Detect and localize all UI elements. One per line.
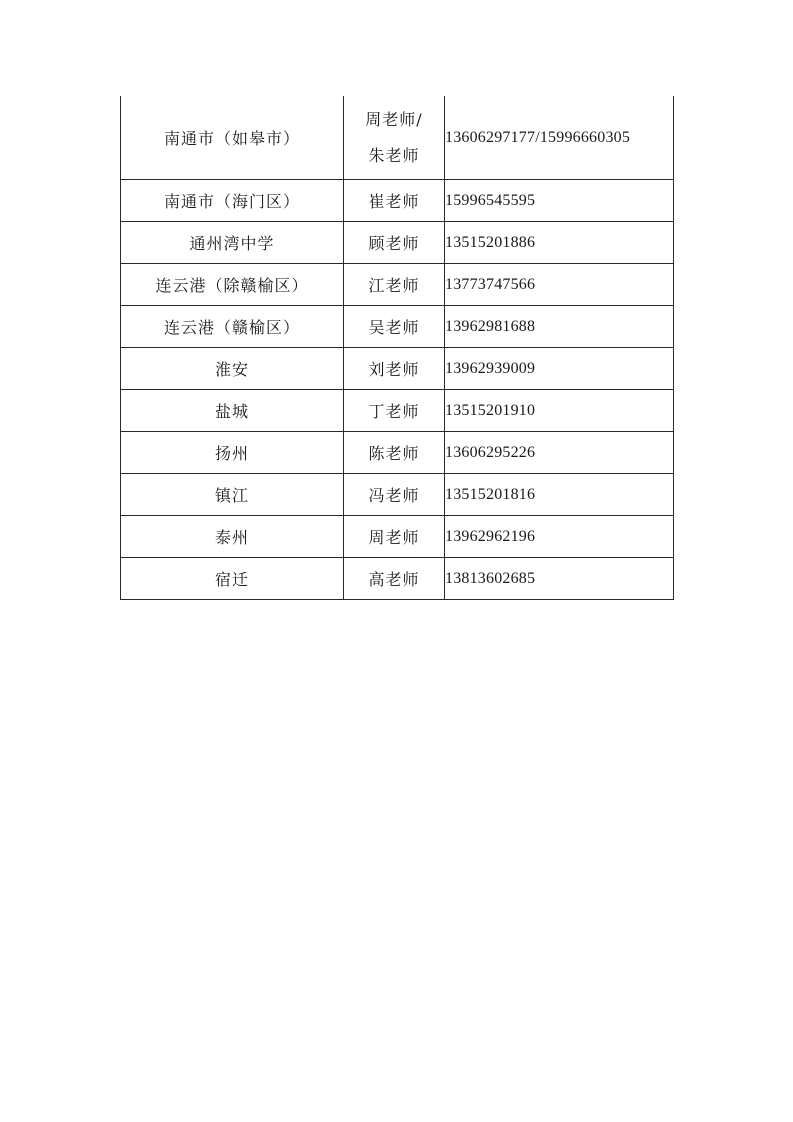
phone-cell: 13515201816: [445, 474, 674, 516]
teacher-cell: [344, 96, 445, 180]
teacher-name-line: 朱老师: [368, 145, 420, 165]
teacher-cell: 高老师: [344, 558, 445, 600]
table-row: [121, 390, 674, 432]
phone-cell: 13962939009: [445, 348, 674, 390]
teacher-cell: 顾老师: [344, 222, 445, 264]
teacher-cell: 冯老师: [344, 474, 445, 516]
table-row: [121, 558, 674, 600]
table-row: [121, 348, 674, 390]
region-cell: 扬州: [121, 432, 344, 474]
phone-cell: 13606297177/15996660305: [445, 96, 674, 180]
region-cell: 南通市（海门区）: [121, 180, 344, 222]
table-row: [121, 516, 674, 558]
phone-cell: 15996545595: [445, 180, 674, 222]
phone-cell: 13606295226: [445, 432, 674, 474]
phone-cell: 13773747566: [445, 264, 674, 306]
phone-cell: 13813602685: [445, 558, 674, 600]
phone-cell: 13962962196: [445, 516, 674, 558]
region-cell: 连云港（除赣榆区）: [121, 264, 344, 306]
table-row: [121, 432, 674, 474]
region-cell: 镇江: [121, 474, 344, 516]
region-cell: 泰州: [121, 516, 344, 558]
table-row: [121, 306, 674, 348]
teacher-cell: 周老师: [344, 516, 445, 558]
table-row: [121, 474, 674, 516]
teacher-cell: 刘老师: [344, 348, 445, 390]
table-row: [121, 264, 674, 306]
table-row: [121, 96, 674, 180]
teacher-name-line: 周老师/: [365, 109, 423, 129]
region-cell: 连云港（赣榆区）: [121, 306, 344, 348]
teacher-cell: 崔老师: [344, 180, 445, 222]
phone-cell: 13515201886: [445, 222, 674, 264]
table-row: [121, 180, 674, 222]
contact-table-body: [121, 96, 674, 600]
teacher-cell: 吴老师: [344, 306, 445, 348]
teacher-cell: 陈老师: [344, 432, 445, 474]
region-cell: 宿迁: [121, 558, 344, 600]
teacher-cell: 丁老师: [344, 390, 445, 432]
table-row: [121, 222, 674, 264]
phone-cell: 13515201910: [445, 390, 674, 432]
contact-table: [120, 96, 674, 600]
phone-cell: 13962981688: [445, 306, 674, 348]
region-cell: 通州湾中学: [121, 222, 344, 264]
teacher-cell: 江老师: [344, 264, 445, 306]
region-cell: 南通市（如皋市）: [121, 96, 344, 180]
region-cell: 盐城: [121, 390, 344, 432]
region-cell: 淮安: [121, 348, 344, 390]
